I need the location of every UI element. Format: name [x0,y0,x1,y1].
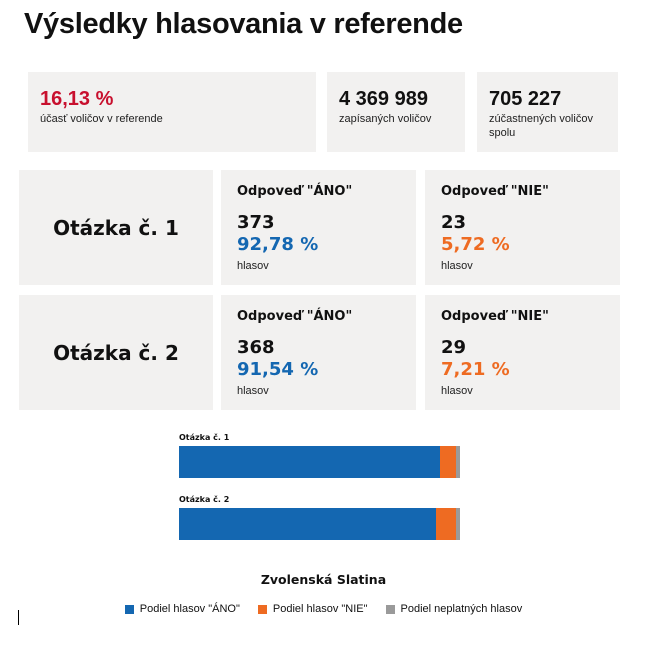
question-1-card [19,170,213,285]
question-1-yes-card [221,170,416,285]
legend-label-invalid: Podiel neplatných hlasov [400,603,523,615]
bar-segment-no [440,446,456,478]
question-1-yes-percent: 92,78 % [237,234,319,255]
participating-voters-card [477,72,618,152]
participating-voters-label: zúčastnených voličov spolu [489,113,593,139]
question-2-yes-unit: hlasov [237,385,269,397]
question-2-no-unit: hlasov [441,385,473,397]
bar-question-2 [179,508,460,540]
bar-segment-yes [179,446,440,478]
bar-segment-yes [179,508,436,540]
bar-question-1 [179,446,460,478]
bar-label-question-2: Otázka č. 2 [179,495,230,504]
question-1-title: Otázka č. 1 [53,215,179,240]
participating-voters-value: 705 227 [489,88,562,110]
registered-voters-value: 4 369 989 [339,88,428,110]
legend-item-yes [125,603,240,615]
turnout-card [28,72,316,152]
registered-voters-card [327,72,465,152]
turnout-label: účasť voličov v referende [40,113,163,125]
question-1-no-card [425,170,620,285]
legend-swatch-no [258,605,267,614]
bar-segment-invalid [456,446,460,478]
question-1-yes-heading: Odpoveď "ÁNO" [237,184,353,199]
question-1-no-unit: hlasov [441,260,473,272]
question-2-no-card [425,295,620,410]
legend-swatch-invalid [386,605,395,614]
question-2-no-percent: 7,21 % [441,359,510,380]
question-2-card [19,295,213,410]
bar-segment-no [436,508,456,540]
question-2-no-heading: Odpoveď "NIE" [441,309,549,324]
question-2-yes-heading: Odpoveď "ÁNO" [237,309,353,324]
question-1-yes-count: 373 [237,212,275,233]
text-cursor [18,610,19,625]
question-1-no-count: 23 [441,212,467,233]
question-2-yes-count: 368 [237,337,275,358]
question-2-yes-card [221,295,416,410]
turnout-value: 16,13 % [40,88,114,110]
question-1-yes-unit: hlasov [237,260,269,272]
chart-legend [0,603,647,615]
question-2-yes-percent: 91,54 % [237,359,319,380]
legend-label-yes: Podiel hlasov "ÁNO" [139,603,240,615]
question-2-no-count: 29 [441,337,467,358]
question-2-title: Otázka č. 2 [53,340,179,365]
question-1-no-heading: Odpoveď "NIE" [441,184,549,199]
registered-voters-label: zapísaných voličov [339,113,432,125]
question-1-no-percent: 5,72 % [441,234,510,255]
page-title: Výsledky hlasovania v referende [24,8,463,40]
legend-swatch-yes [125,605,134,614]
chart-title: Zvolenská Slatina [260,572,387,587]
legend-item-invalid [386,603,523,615]
bar-label-question-1: Otázka č. 1 [179,433,230,442]
legend-item-no [258,603,368,615]
legend-label-no: Podiel hlasov "NIE" [272,603,368,615]
bar-segment-invalid [456,508,460,540]
